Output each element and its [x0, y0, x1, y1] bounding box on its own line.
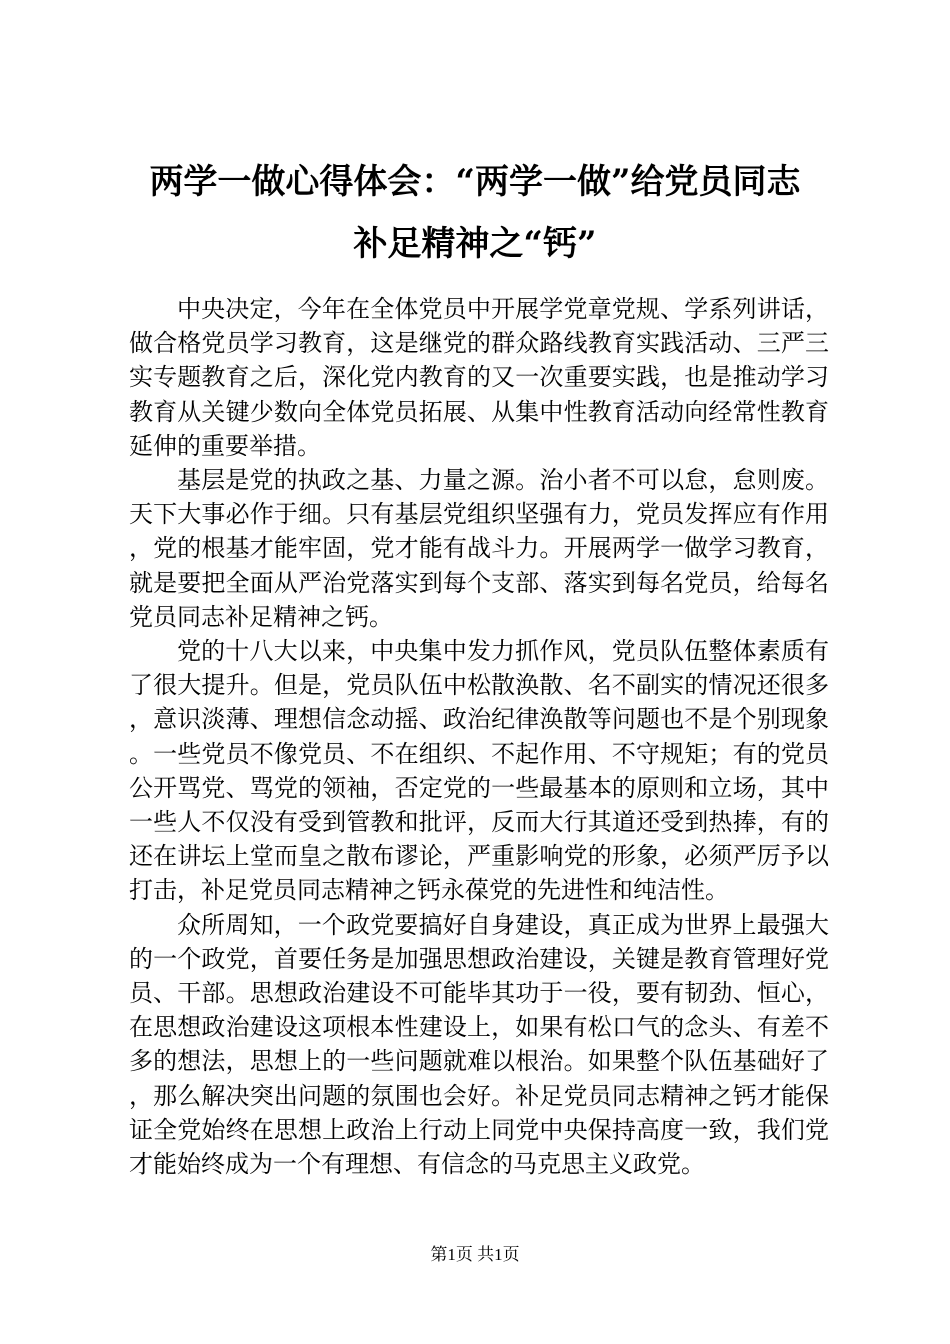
document-title-line-2: 补足精神之“钙”: [353, 224, 597, 264]
body-paragraph-1: 中央决定，今年在全体党员中开展学党章党规、学系列讲话，做合格党员学习教育，这是继党的群众路线教育实践活动、三严三实专题教育之后，深化党内教育的又一次重要实践，也是推动学习教育从关键少数向全体党员拓展、从集中性教育活动向经常性教育延伸的重要举措。: [129, 295, 829, 460]
body-paragraph-2: 基层是党的执政之基、力量之源。治小者不可以怠，怠则废。天下大事必作于细。只有基层党组织坚强有力，党员发挥应有作用，党的根基才能牢固，党才能有战斗力。开展两学一做学习教育，就是要把全面从严治党落实到每个支部、落实到每名党员，给每名党员同志补足精神之钙。: [129, 466, 829, 631]
body-paragraph-4: 众所周知，一个政党要搞好自身建设，真正成为世界上最强大的一个政党，首要任务是加强思想政治建设，关键是教育管理好党员、干部。思想政治建设不可能毕其功于一役，要有韧劲、恒心，在思想政治建设这项根本性建设上，如果有松口气的念头、有差不多的想法，思想上的一些问题就难以根治。如果整个队伍基础好了，那么解决突出问题的氛围也会好。补足党员同志精神之钙才能保证全党始终在思想上政治上行动上同党中央保持高度一致，我们党才能始终成为一个有理想、有信念的马克思主义政党。: [129, 910, 829, 1179]
body-paragraph-3: 党的十八大以来，中央集中发力抓作风，党员队伍整体素质有了很大提升。但是，党员队伍中松散涣散、名不副实的情况还很多，意识淡薄、理想信念动摇、政治纪律涣散等问题也不是个别现象。一些党员不像党员、不在组织、不起作用、不守规矩；有的党员公开骂党、骂党的领袖，否定党的一些最基本的原则和立场，其中一些人不仅没有受到管教和批评，反而大行其道还受到热捧，有的还在讲坛上堂而皇之散布谬论，严重影响党的形象，必须严厉予以打击，补足党员同志精神之钙永葆党的先进性和纯洁性。: [129, 637, 829, 905]
document-body: [129, 292, 829, 1181]
page-number-footer: 第1页 共1页: [430, 1245, 520, 1264]
document-title-line-1: 两学一做心得体会：“两学一做”给党员同志: [149, 162, 801, 202]
